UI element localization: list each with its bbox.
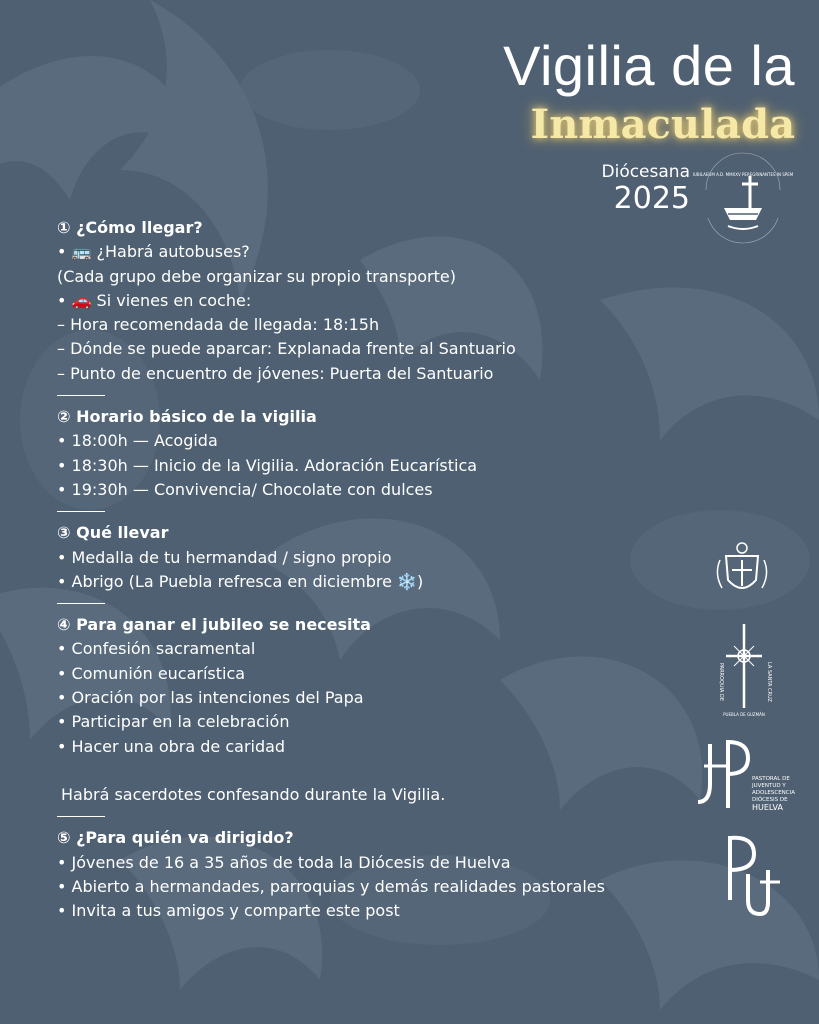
list-item: • Medalla de tu hermandad / signo propio: [57, 547, 392, 567]
divider: [57, 816, 105, 817]
pastoral-line-5: HUELVA: [752, 803, 783, 812]
section-5-heading: ⑤ ¿Para quién va dirigido?: [57, 828, 294, 848]
section-1-heading: ① ¿Cómo llegar?: [57, 218, 203, 237]
parroquia-left-text: PARROQUIA DE: [718, 662, 724, 702]
list-item: – Hora recomendada de llegada: 18:15h: [57, 315, 380, 335]
list-item: • Oración por las intenciones del Papa: [57, 688, 364, 708]
list-item: • Abierto a hermandades, parroquias y demás realidades pastorales: [57, 876, 605, 896]
list-item: • 18:30h — Inicio de la Vigilia. Adoración Eucarística: [57, 455, 478, 475]
pastoral-line-4: DIÓCESIS DE: [752, 797, 788, 803]
list-item: (Cada grupo debe organizar su propio transporte): [57, 266, 456, 286]
list-item: • Comunión eucarística: [57, 663, 246, 683]
title-line-1: Vigilia de la: [503, 34, 795, 97]
jubilee-2025-logo: [692, 168, 794, 248]
list-item: – Dónde se puede aparcar: Explanada frente al Santuario: [57, 339, 516, 359]
list-item: • 18:00h — Acogida: [57, 431, 218, 451]
pastoral-line-3: ADOLESCENCIA: [752, 790, 796, 796]
list-item: • Confesión sacramental: [57, 639, 256, 659]
divider: [57, 603, 105, 604]
divider: [57, 511, 105, 512]
list-item: • 🚗 Si vienes en coche:: [57, 290, 252, 310]
parroquia-santa-cruz-logo: [712, 622, 776, 722]
info-content: [57, 216, 657, 923]
section-2-heading: ② Horario básico de la vigilia: [57, 407, 317, 427]
list-item: • Hacer una obra de caridad: [57, 736, 286, 756]
year: 2025: [613, 181, 690, 216]
subtitle-diocesana: Diócesana: [601, 162, 690, 182]
parroquia-right-text: LA SANTA CRUZ: [766, 662, 772, 702]
list-item: • Abrigo (La Puebla refresca en diciembre ❄️): [57, 571, 424, 591]
section-3-heading: ③ Qué llevar: [57, 523, 169, 543]
pastoral-line-2: JUVENTUD Y: [752, 783, 786, 789]
list-item: • Participar en la celebración: [57, 712, 290, 732]
jubilee-arc-text: IUBILAEUM A.D. MMXXV PEREGRINANTES IN SPEM: [692, 172, 794, 177]
section-4-heading: ④ Para ganar el jubileo se necesita: [57, 615, 371, 635]
pj-monogram-logo: [722, 830, 782, 920]
pastoral-line-1: PASTORAL DE: [752, 776, 790, 782]
list-item: • 🚌 ¿Habrá autobuses?: [57, 242, 250, 262]
list-item: – Punto de encuentro de jóvenes: Puerta del Santuario: [57, 363, 494, 383]
hermandad-crest: [712, 540, 772, 604]
divider: [57, 395, 105, 396]
list-item: • Jóvenes de 16 a 35 años de toda la Diócesis de Huelva: [57, 852, 511, 872]
confession-note: Habrá sacerdotes confesando durante la Vigilia.: [61, 784, 446, 804]
list-item: • 19:30h — Convivencia/ Chocolate con dulces: [57, 479, 433, 499]
list-item: • Invita a tus amigos y comparte este post: [57, 901, 400, 921]
pastoral-juventud-logo: [700, 736, 796, 816]
title-inmaculada: Inmaculada: [530, 101, 795, 148]
parroquia-bottom-text: PUEBLA DE GUZMÁN: [723, 712, 765, 717]
